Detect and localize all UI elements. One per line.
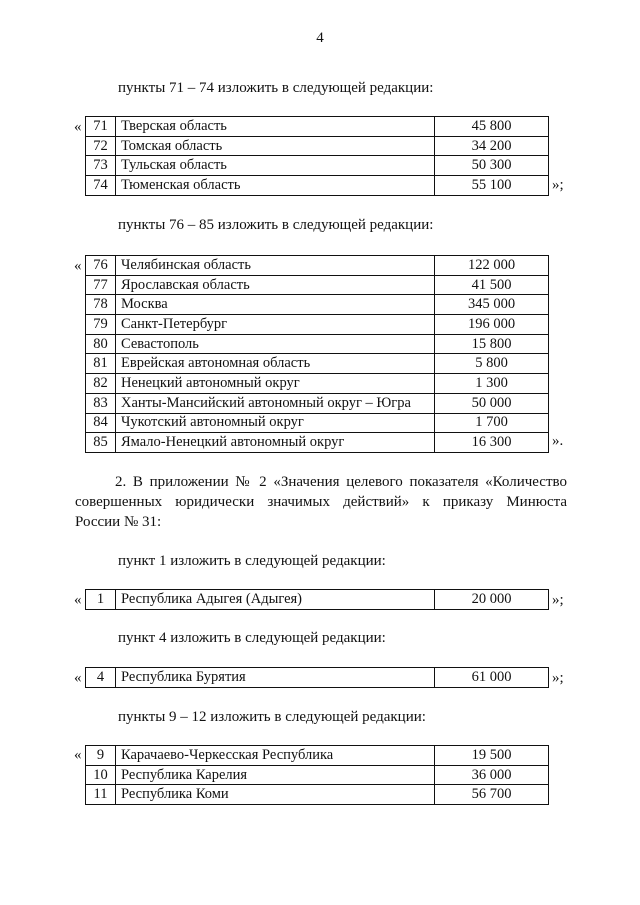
table-row	[86, 275, 549, 295]
row-number: 72	[86, 136, 116, 156]
table-row	[86, 117, 549, 137]
close-quote: »;	[552, 670, 564, 686]
target-value: 1 700	[435, 413, 549, 433]
table-row	[86, 315, 549, 335]
target-value: 61 000	[435, 668, 549, 688]
target-value: 20 000	[435, 590, 549, 610]
table-row	[86, 590, 549, 610]
row-number: 81	[86, 354, 116, 374]
region-name: Республика Карелия	[116, 765, 435, 785]
region-name: Челябинская область	[116, 256, 435, 276]
table-row	[86, 374, 549, 394]
open-quote: «	[74, 670, 82, 686]
table-row	[86, 256, 549, 276]
region-name: Тульская область	[116, 156, 435, 176]
target-value: 19 500	[435, 746, 549, 766]
paragraph-line: 2. В приложении № 2 «Значения целевого показателя «Количество	[115, 474, 567, 490]
close-quote: »;	[552, 592, 564, 608]
region-name: Тюменская область	[116, 176, 435, 196]
section-intro: пункт 1 изложить в следующей редакции:	[118, 553, 386, 569]
open-quote: «	[74, 258, 82, 274]
target-value: 36 000	[435, 765, 549, 785]
open-quote: «	[74, 747, 82, 763]
paragraph-line: совершенных юридически значимых действий» к приказу Минюста	[75, 494, 567, 510]
row-number: 11	[86, 785, 116, 805]
row-number: 1	[86, 590, 116, 610]
row-number: 4	[86, 668, 116, 688]
region-name: Республика Бурятия	[116, 668, 435, 688]
paragraph-line: России № 31:	[75, 514, 162, 530]
region-name: Чукотский автономный округ	[116, 413, 435, 433]
row-number: 80	[86, 334, 116, 354]
target-value: 45 800	[435, 117, 549, 137]
region-name: Ямало-Ненецкий автономный округ	[116, 433, 435, 453]
table-row	[86, 156, 549, 176]
row-number: 9	[86, 746, 116, 766]
region-name: Ханты-Мансийский автономный округ – Югра	[116, 393, 435, 413]
target-value: 5 800	[435, 354, 549, 374]
table-row	[86, 176, 549, 196]
row-number: 85	[86, 433, 116, 453]
close-quote: »;	[552, 177, 564, 193]
table-row	[86, 393, 549, 413]
row-number: 84	[86, 413, 116, 433]
paragraph-item-2	[75, 472, 567, 532]
target-value: 16 300	[435, 433, 549, 453]
target-value: 196 000	[435, 315, 549, 335]
row-number: 71	[86, 117, 116, 137]
target-value: 55 100	[435, 176, 549, 196]
target-value: 50 000	[435, 393, 549, 413]
table-row	[86, 136, 549, 156]
section-intro: пункты 71 – 74 изложить в следующей редакции:	[118, 80, 434, 96]
table-row	[86, 765, 549, 785]
row-number: 74	[86, 176, 116, 196]
section-intro: пункт 4 изложить в следующей редакции:	[118, 630, 386, 646]
target-value: 56 700	[435, 785, 549, 805]
region-name: Москва	[116, 295, 435, 315]
section-intro: пункты 9 – 12 изложить в следующей редакции:	[118, 709, 426, 725]
close-quote: ».	[552, 433, 564, 449]
open-quote: «	[74, 119, 82, 135]
region-name: Республика Коми	[116, 785, 435, 805]
target-value: 122 000	[435, 256, 549, 276]
target-value: 34 200	[435, 136, 549, 156]
table-row	[86, 334, 549, 354]
target-value: 1 300	[435, 374, 549, 394]
table-section-2	[85, 255, 549, 453]
section-intro: пункты 76 – 85 изложить в следующей редакции:	[118, 217, 434, 233]
table-row	[86, 354, 549, 374]
target-value: 345 000	[435, 295, 549, 315]
region-name: Республика Адыгея (Адыгея)	[116, 590, 435, 610]
row-number: 10	[86, 765, 116, 785]
row-number: 83	[86, 393, 116, 413]
region-name: Томская область	[116, 136, 435, 156]
table-section-4	[85, 667, 549, 688]
region-name: Санкт-Петербург	[116, 315, 435, 335]
row-number: 76	[86, 256, 116, 276]
row-number: 73	[86, 156, 116, 176]
table-row	[86, 433, 549, 453]
region-name: Ярославская область	[116, 275, 435, 295]
region-name: Тверская область	[116, 117, 435, 137]
target-value: 41 500	[435, 275, 549, 295]
row-number: 82	[86, 374, 116, 394]
row-number: 78	[86, 295, 116, 315]
row-number: 77	[86, 275, 116, 295]
region-name: Еврейская автономная область	[116, 354, 435, 374]
table-row	[86, 295, 549, 315]
table-row	[86, 746, 549, 766]
table-row	[86, 413, 549, 433]
table-row	[86, 785, 549, 805]
table-section-3	[85, 589, 549, 610]
target-value: 15 800	[435, 334, 549, 354]
table-section-5	[85, 745, 549, 805]
page-number: 4	[316, 30, 324, 46]
region-name: Ненецкий автономный округ	[116, 374, 435, 394]
open-quote: «	[74, 592, 82, 608]
region-name: Карачаево-Черкесская Республика	[116, 746, 435, 766]
row-number: 79	[86, 315, 116, 335]
target-value: 50 300	[435, 156, 549, 176]
table-section-1	[85, 116, 549, 196]
region-name: Севастополь	[116, 334, 435, 354]
table-row	[86, 668, 549, 688]
